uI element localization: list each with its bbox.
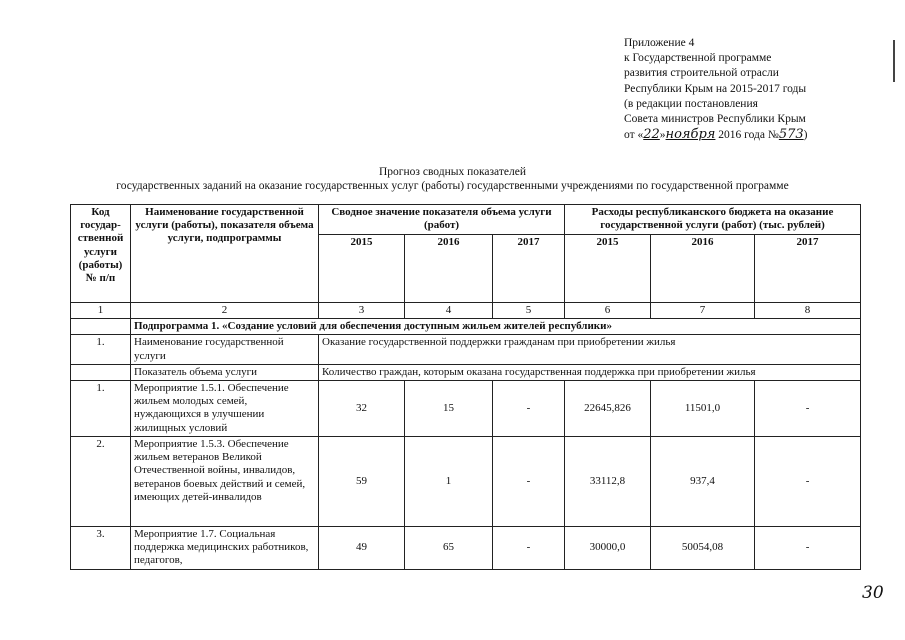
appendix-line: (в редакции постановления xyxy=(624,97,758,110)
appendix-line: Республики Крым на 2015-2017 годы xyxy=(624,82,807,95)
service-row xyxy=(71,335,861,364)
service-value: Оказание государственной поддержки гражданам при приобретении жилья xyxy=(319,335,861,364)
column-number: 2 xyxy=(131,303,319,319)
header-volume: Сводное значение показателя объема услуги (работ) xyxy=(319,205,565,235)
year-cell: 2017 xyxy=(493,235,565,303)
appendix-date-line xyxy=(624,127,808,143)
indicator-label: Показатель объема услуги xyxy=(131,364,319,380)
value-2016: 1 xyxy=(405,437,493,527)
year-cell: 2016 xyxy=(651,235,755,303)
column-number-row xyxy=(71,303,861,319)
value-2015: 32 xyxy=(319,381,405,437)
row-number: 2. xyxy=(71,437,131,527)
year-cell: 2015 xyxy=(565,235,651,303)
row-name: Мероприятие 1.5.3. Обеспечение жильем ветеранов Великой Отечественной войны, инвалидов, ветеранов боевых действий и семей, имеющих детей-инвалидов xyxy=(131,437,319,527)
year-cell: 2017 xyxy=(755,235,861,303)
appendix-line: Совета министров Республики Крым xyxy=(624,113,806,126)
value-2016: 15 xyxy=(405,381,493,437)
subprogram-title: Подпрограмма 1. «Создание условий для обеспечения доступным жильем жителей республики» xyxy=(131,319,861,335)
appendix-line: развития строительной отрасли xyxy=(624,67,779,80)
budget-2016: 11501,0 xyxy=(651,381,755,437)
table-row xyxy=(71,437,861,527)
table-row xyxy=(71,381,861,437)
header-code: Код государ-ственной услуги (работы) № п/п xyxy=(71,205,131,303)
document-title: Прогноз сводных показателей xyxy=(379,166,526,178)
handwritten-number: 573 xyxy=(778,127,804,143)
value-2017: - xyxy=(493,527,565,570)
value-2017: - xyxy=(493,437,565,527)
budget-2015: 22645,826 xyxy=(565,381,651,437)
column-number: 1 xyxy=(71,303,131,319)
date-year: 2016 года № xyxy=(718,129,779,142)
row-name: Мероприятие 1.7. Социальная поддержка медицинских работников, педагогов, xyxy=(131,527,319,570)
row-number: 1. xyxy=(71,335,131,364)
subprogram-row xyxy=(71,319,861,335)
appendix-block xyxy=(624,36,808,143)
budget-2015: 33112,8 xyxy=(565,437,651,527)
handwritten-day: 22 xyxy=(643,127,660,143)
row-number: 1. xyxy=(71,381,131,437)
scan-margin-mark xyxy=(893,40,895,82)
row-name: Мероприятие 1.5.1. Обеспечение жильем молодых семей, нуждающихся в улучшении жилищных условий xyxy=(131,381,319,437)
column-number: 5 xyxy=(493,303,565,319)
year-cell: 2015 xyxy=(319,235,405,303)
appendix-line: к Государственной программе xyxy=(624,52,772,65)
handwritten-month: ноября xyxy=(665,127,716,143)
column-number: 8 xyxy=(755,303,861,319)
date-prefix: от « xyxy=(624,129,644,142)
column-number: 3 xyxy=(319,303,405,319)
budget-2016: 50054,08 xyxy=(651,527,755,570)
page-number: 30 xyxy=(862,583,884,603)
column-number: 6 xyxy=(565,303,651,319)
indicator-value: Количество граждан, которым оказана государственная поддержка при приобретении жилья xyxy=(319,364,861,380)
forecast-table xyxy=(70,204,861,570)
appendix-line: Приложение 4 xyxy=(624,37,695,49)
budget-2017: - xyxy=(755,381,861,437)
row-number: 3. xyxy=(71,527,131,570)
value-2017: - xyxy=(493,381,565,437)
indicator-row xyxy=(71,364,861,380)
year-cell: 2016 xyxy=(405,235,493,303)
table-row xyxy=(71,527,861,570)
budget-2017: - xyxy=(755,437,861,527)
header-name: Наименование государственной услуги (работы), показателя объема услуги, подпрограммы xyxy=(131,205,319,303)
date-close: ) xyxy=(803,129,808,142)
empty-cell xyxy=(71,319,131,335)
value-2015: 49 xyxy=(319,527,405,570)
value-2016: 65 xyxy=(405,527,493,570)
empty-cell xyxy=(71,364,131,380)
header-budget: Расходы республиканского бюджета на оказание государственной услуги (работ) (тыс. рублей) xyxy=(565,205,861,235)
value-2015: 59 xyxy=(319,437,405,527)
budget-2017: - xyxy=(755,527,861,570)
budget-2015: 30000,0 xyxy=(565,527,651,570)
service-label: Наименование государственной услуги xyxy=(131,335,319,364)
column-number: 4 xyxy=(405,303,493,319)
date-quote: » xyxy=(659,129,666,142)
column-number: 7 xyxy=(651,303,755,319)
header-row xyxy=(71,205,861,235)
document-subtitle: государственных заданий на оказание государственных услуг (работы) государственными учреждениями по государственной программе xyxy=(116,180,789,192)
budget-2016: 937,4 xyxy=(651,437,755,527)
